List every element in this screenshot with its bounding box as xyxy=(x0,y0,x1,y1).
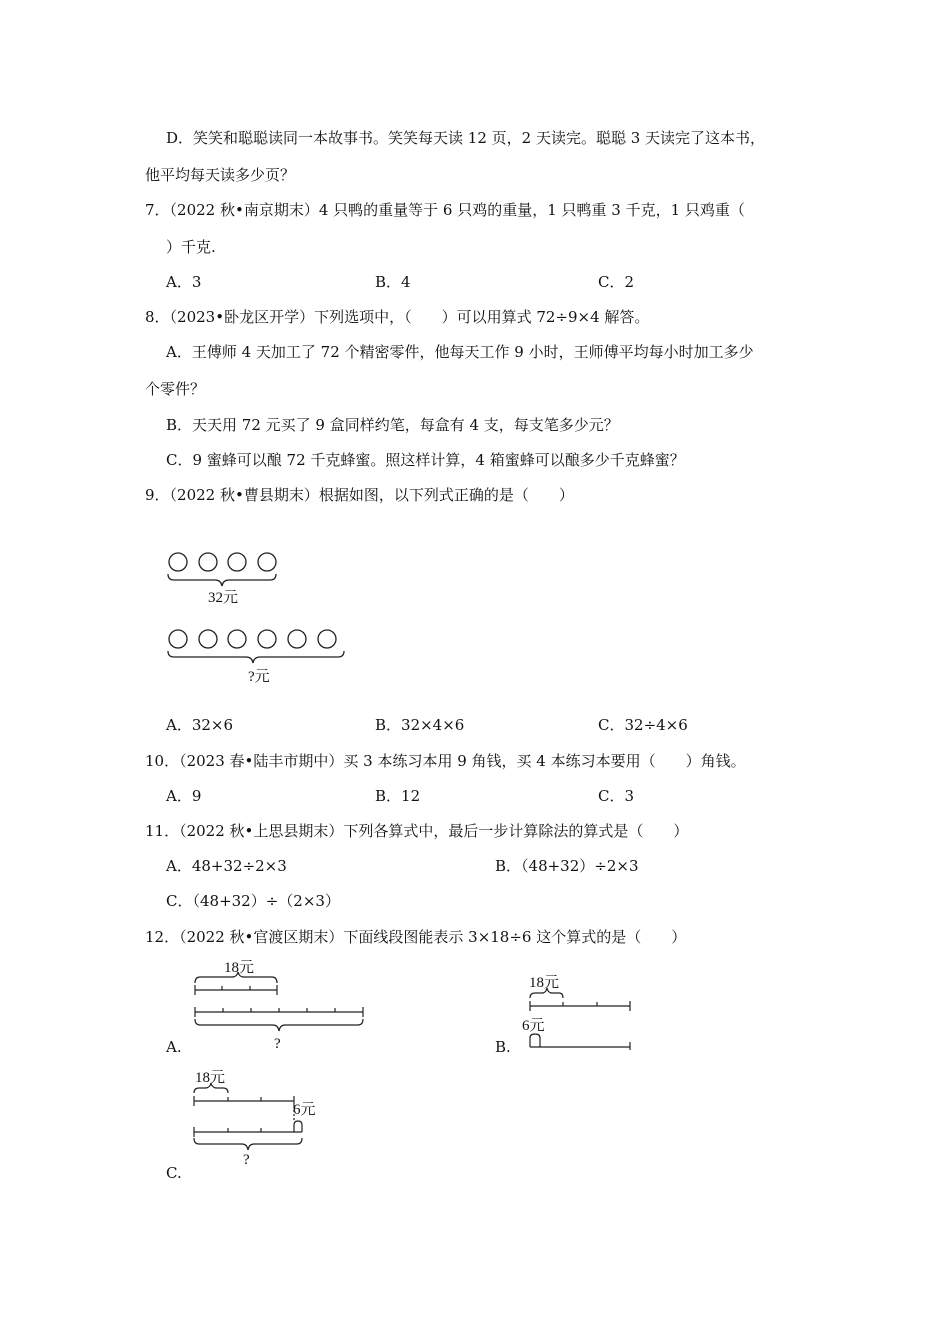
circle xyxy=(318,630,336,648)
fig-c-bottom-label: ? xyxy=(243,1152,250,1168)
q9-option-c: C．32÷4×6 xyxy=(598,716,688,734)
q9-bottom-label: ?元 xyxy=(248,669,270,685)
fig-a-bottom-label: ? xyxy=(274,1036,281,1052)
q8-option-a-line2: 个零件？ xyxy=(145,380,206,398)
circle xyxy=(199,553,217,571)
brace xyxy=(194,1138,302,1150)
q7-option-a: A．3 xyxy=(166,273,202,291)
circle xyxy=(228,553,246,571)
q11-option-b: B．（48+32）÷2×3 xyxy=(495,857,639,875)
q7-option-b: B．4 xyxy=(375,273,411,291)
fig-b-bottom-label: 6元 xyxy=(522,1018,545,1034)
circle xyxy=(288,630,306,648)
q12-stem: 12．（2022 秋•官渡区期末）下面线段图能表示 3×18÷6 这个算式的是（ ） xyxy=(145,928,687,946)
q9-stem: 9．（2022 秋•曹县期末）根据如图，以下列式正确的是（ ） xyxy=(145,486,574,504)
q9-option-b: B．32×4×6 xyxy=(375,716,465,734)
brace xyxy=(168,651,344,663)
q10-option-a: A．9 xyxy=(166,787,202,805)
q12-option-a-label: A. xyxy=(166,1038,182,1056)
q12-figure-c xyxy=(185,1064,330,1169)
circle xyxy=(199,630,217,648)
q7-option-c: C．2 xyxy=(598,273,635,291)
q12-figure-b xyxy=(515,968,645,1053)
q8-option-c: C．9 蜜蜂可以酿 72 千克蜂蜜。照这样计算，4 箱蜜蜂可以酿多少千克蜂蜜？ xyxy=(166,451,685,469)
q11-option-a: A．48+32÷2×3 xyxy=(166,857,287,875)
q12-option-b-label: B. xyxy=(495,1038,511,1056)
q7-stem-line2: ）千克. xyxy=(166,238,216,256)
q10-stem: 10．（2023 春•陆丰市期中）买 3 本练习本用 9 角钱，买 4 本练习本要用（ ）角钱。 xyxy=(145,752,746,770)
q8-option-b: B．天天用 72 元买了 9 盒同样约笔，每盒有 4 支，每支笔多少元？ xyxy=(166,416,619,434)
fig-b-top-label: 18元 xyxy=(529,975,560,991)
circle xyxy=(169,553,187,571)
brace xyxy=(195,1019,363,1031)
q9-top-label: 32元 xyxy=(208,590,239,606)
q9-circles-figure xyxy=(160,545,360,695)
circle xyxy=(228,630,246,648)
q8-stem: 8．（2023•卧龙区开学）下列选项中，（ ）可以用算式 72÷9×4 解答。 xyxy=(145,308,650,326)
q11-option-c: C．（48+32）÷（2×3） xyxy=(166,892,340,910)
q6-option-d-line2: 他平均每天读多少页？ xyxy=(145,166,296,184)
q11-stem: 11．（2022 秋•上思县期末）下列各算式中，最后一步计算除法的算式是（ ） xyxy=(145,822,689,840)
q10-option-b: B．12 xyxy=(375,787,421,805)
q7-stem-line1: 7．（2022 秋•南京期末）4 只鸭的重量等于 6 只鸡的重量，1 只鸭重 3 千克，1 只鸡重（ xyxy=(145,201,745,219)
q12-figure-a xyxy=(190,953,370,1053)
small-segment-mark xyxy=(530,1034,540,1047)
q12-option-c-label: C. xyxy=(166,1164,182,1182)
small-segment-mark xyxy=(294,1121,302,1132)
fig-c-side-label: 6元 xyxy=(293,1102,316,1118)
q9-option-a: A．32×6 xyxy=(166,716,234,734)
fig-c-top-label: 18元 xyxy=(195,1070,226,1086)
fig-a-top-label: 18元 xyxy=(224,960,255,976)
circle xyxy=(258,630,276,648)
q8-option-a-line1: A．王傅师 4 天加工了 72 个精密零件，他每天工作 9 小时，王师傅平均每小时加工多少 xyxy=(166,343,754,361)
brace xyxy=(168,574,276,586)
q10-option-c: C．3 xyxy=(598,787,635,805)
q6-option-d-line1: D．笑笑和聪聪读同一本故事书。笑笑每天读 12 页，2 天读完。聪聪 3 天读完了这本书， xyxy=(166,129,766,147)
circle xyxy=(258,553,276,571)
circle xyxy=(169,630,187,648)
